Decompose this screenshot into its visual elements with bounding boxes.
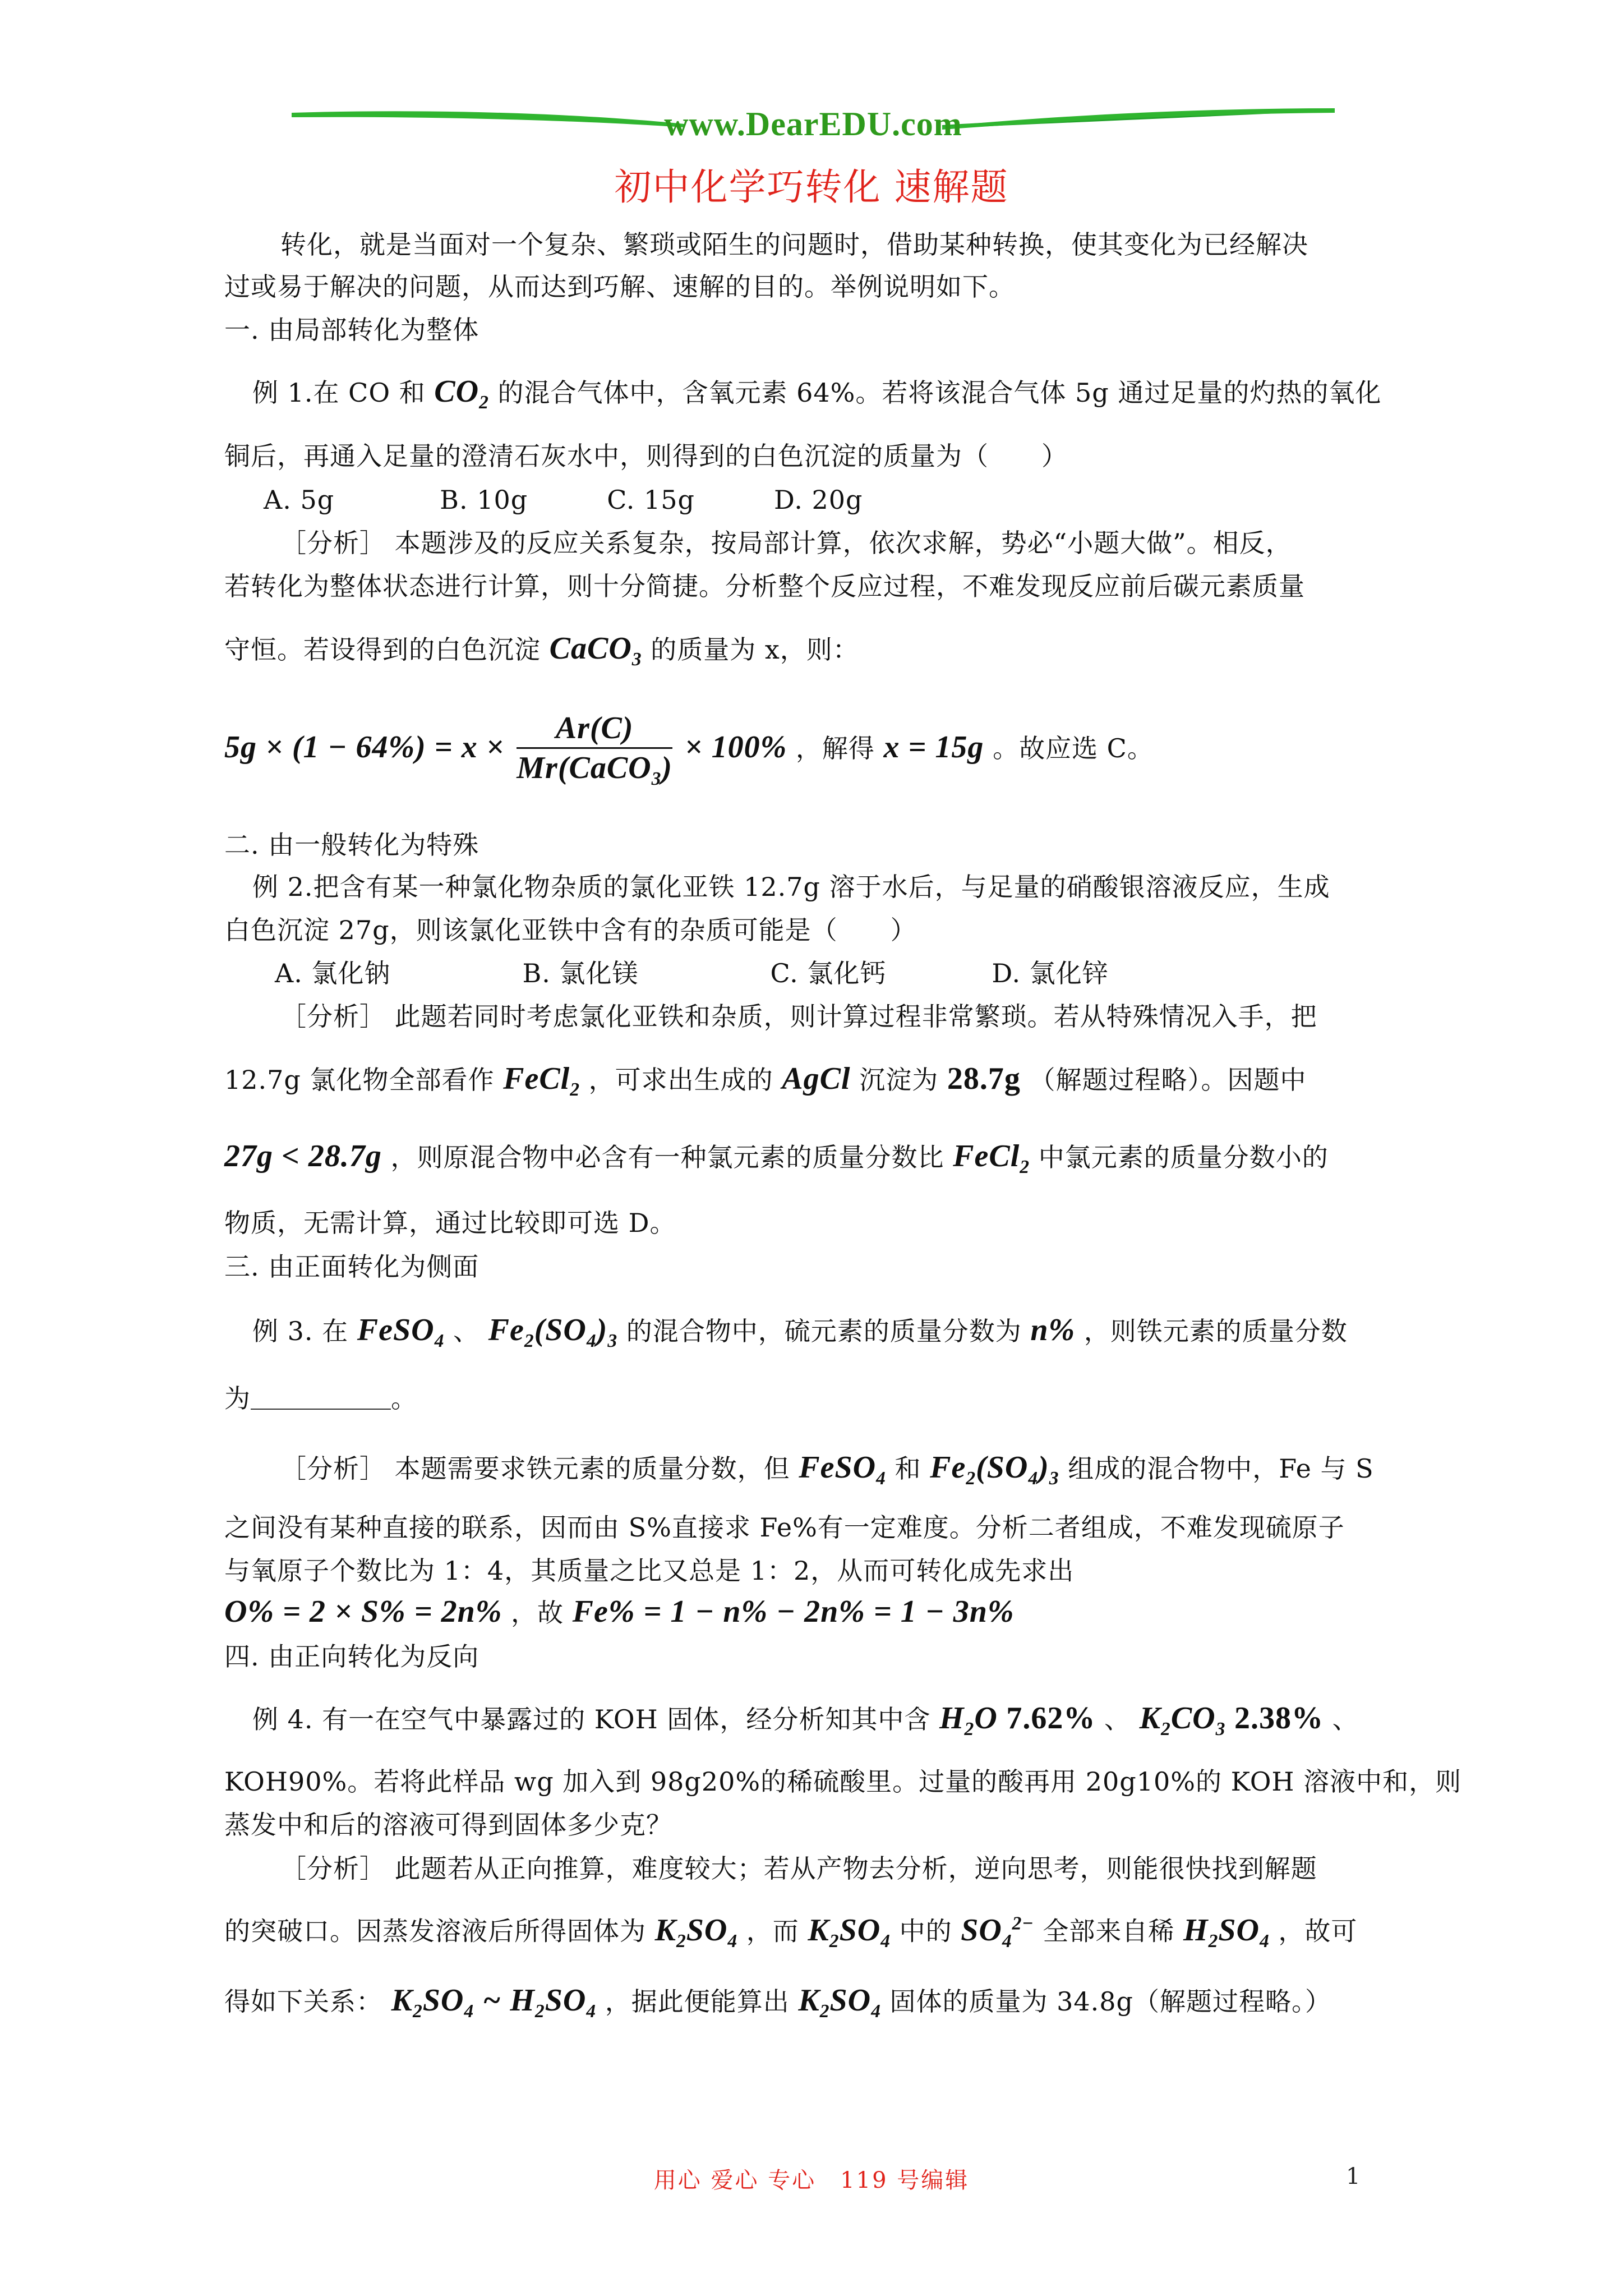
formula-fe2so43: $Fe_2(SO_4)_3$ — [930, 1450, 1059, 1489]
text: 守恒。若设得到的白色沉淀 — [224, 634, 541, 665]
analysis-1-line-2: 若转化为整体状态进行计算，则十分简捷。分析整个反应过程，不难发现反应前后碳元素质量 — [224, 571, 1305, 601]
document-title: 初中化学巧转化 速解题 — [614, 165, 1009, 209]
equation-left: 5g × (1 − 64%) = x × — [224, 729, 505, 765]
analysis-1-line-3 — [224, 633, 859, 669]
text: 全部来自稀 — [1043, 1916, 1175, 1947]
equation-iron: Fe% = 1 − n% − 2n% = 1 − 3n% — [572, 1594, 1015, 1629]
formula-co2: $CO_2$ — [434, 374, 489, 413]
text: ，故可 — [1278, 1916, 1358, 1947]
analysis-1-equation — [224, 712, 1154, 789]
value-k2co3-percent: 2.38% — [1234, 1701, 1324, 1736]
text: 。 — [391, 1383, 417, 1414]
inequality: 27g < 28.7g — [224, 1139, 382, 1174]
equation-oxygen: O% = 2 × S% = 2n% — [224, 1594, 502, 1629]
value-h2o-percent: 7.62% — [1006, 1701, 1096, 1736]
formula-fecl2: FeCl$_2$ — [503, 1061, 580, 1101]
analysis-2-line-3 — [224, 1140, 1329, 1177]
site-url: www.DearEDU.com — [664, 105, 962, 142]
text: 和 — [895, 1453, 921, 1484]
example-4-line-2: KOH90%。若将此样品 wg 加入到 98g20%的稀硫酸里。过量的酸再用 20g10%的 KOH 溶液中和，则 — [224, 1766, 1462, 1797]
formula-k2so4: $K_2SO_4$ — [808, 1912, 891, 1952]
example-4-line-1 — [252, 1703, 1359, 1739]
example-3-line-1 — [252, 1314, 1348, 1351]
text: ，故 — [511, 1598, 564, 1628]
text: 组成的混合物中，Fe 与 S — [1068, 1453, 1374, 1484]
text: Mr(CaCO — [517, 751, 652, 785]
example-1-line-1 — [252, 376, 1381, 412]
formula-k2so4: $K_2SO_4$ — [391, 1983, 474, 2022]
example-3-line-2 — [224, 1383, 417, 1414]
equation-right: × 100% — [684, 729, 787, 765]
analysis-2-line-2 — [224, 1063, 1306, 1099]
example-2-options: A. 氯化钠 B. 氯化镁 C. 氯化钙 D. 氯化锌 — [275, 958, 1109, 988]
text: ［分析］ 本题需要求铁元素的质量分数，但 — [280, 1453, 790, 1484]
intro-line-2: 过或易于解决的问题，从而达到巧解、速解的目的。举例说明如下。 — [224, 272, 1015, 302]
relation-symbol: ~ — [482, 1983, 501, 2018]
analysis-4-line-2 — [224, 1914, 1357, 1950]
equation-solution: x = 15g — [883, 729, 984, 765]
formula-k2so4: $K_2SO_4$ — [798, 1983, 881, 2022]
text: 、 — [453, 1316, 479, 1346]
text: 的突破口。因蒸发溶液后所得固体为 — [224, 1916, 646, 1947]
formula-h2o: $H_2O$ — [939, 1701, 998, 1740]
analysis-4-line-3 — [224, 1985, 1331, 2021]
formula-fecl2: FeCl$_2$ — [953, 1139, 1030, 1178]
analysis-4-line-1: ［分析］ 此题若从正向推算，难度较大；若从产物去分析，逆向思考，则能很快找到解题 — [280, 1853, 1317, 1884]
formula-caco3: CaCO$_3$ — [549, 631, 642, 670]
analysis-2-line-1: ［分析］ 此题若同时考虑氯化亚铁和杂质，则计算过程非常繁琐。若从特殊情况入手，把 — [280, 1001, 1317, 1032]
text: 中氯元素的质量分数小的 — [1038, 1142, 1329, 1172]
text: 、 — [1332, 1704, 1359, 1734]
footer-text: 用心 爱心 专心 119 号编辑 — [653, 2168, 970, 2193]
text: ，据此便能算出 — [605, 1986, 790, 2017]
section-heading-2: 二. 由一般转化为特殊 — [224, 830, 479, 860]
text: 的混合物中，硫元素的质量分数为 — [626, 1316, 1022, 1346]
text: 。故应选 C。 — [993, 733, 1154, 763]
analysis-3-line-3: 与氧原子个数比为 1：4，其质量之比又总是 1：2，从而可转化成先求出 — [224, 1556, 1075, 1586]
formula-h2so4: $H_2SO_4$ — [1183, 1912, 1270, 1952]
analysis-1-line-1: ［分析］ 本题涉及的反应关系复杂，按局部计算，依次求解，势必“小题大做”。相反， — [280, 528, 1292, 558]
text: 得如下关系： — [224, 1986, 382, 2017]
formula-agcl: AgCl — [782, 1061, 851, 1096]
text: ，可求出生成的 — [588, 1065, 773, 1095]
formula-feso4: FeSO$_4$ — [799, 1450, 886, 1489]
formula-fe2so43: $Fe_2(SO_4)_3$ — [488, 1313, 618, 1352]
text: 例 1.在 CO 和 — [252, 378, 426, 408]
text: 沉淀为 — [859, 1065, 939, 1095]
text: 中的 — [899, 1916, 952, 1947]
text: （解题过程略）。因题中 — [1029, 1065, 1307, 1095]
site-banner — [292, 98, 1335, 149]
example-4-line-3: 蒸发中和后的溶液可得到固体多少克？ — [224, 1810, 672, 1840]
intro-line-1: 转化，就是当面对一个复杂、繁琐或陌生的问题时，借助某种转换，使其变化为已经解决 — [280, 229, 1308, 260]
text: ，解得 — [795, 733, 875, 763]
analysis-3-equation — [224, 1596, 1015, 1627]
text: 例 4. 有一在空气中暴露过的 KOH 固体，经分析知其中含 — [252, 1704, 931, 1734]
text: 为 — [224, 1383, 251, 1414]
example-2-line-1: 例 2.把含有某一种氯化物杂质的氯化亚铁 12.7g 溶于水后，与足量的硝酸银溶液反应，生成 — [252, 872, 1330, 902]
text: ，则铁元素的质量分数 — [1083, 1316, 1348, 1346]
text: ，则原混合物中必含有一种氯元素的质量分数比 — [390, 1142, 944, 1172]
analysis-3-line-2: 之间没有某种直接的联系，因而由 S%直接求 Fe%有一定难度。分析二者组成，不难发现硫原子 — [224, 1512, 1345, 1543]
value-28-7g: 28.7g — [947, 1061, 1021, 1096]
analysis-3-line-1 — [280, 1452, 1374, 1488]
text: 固体的质量为 34.8g（解题过程略。） — [889, 1986, 1332, 2017]
equation-fraction — [517, 712, 672, 789]
example-1-line-2: 铜后，再通入足量的澄清石灰水中，则得到的白色沉淀的质量为（ ） — [224, 441, 1068, 471]
page-number: 1 — [1346, 2164, 1361, 2189]
fraction-numerator: Ar(C) — [517, 712, 672, 749]
fraction-denominator: Mr(CaCO$_3$) — [517, 751, 673, 790]
analysis-2-line-4: 物质，无需计算，通过比较即可选 D。 — [224, 1208, 676, 1238]
formula-sulfate-ion: $SO_4^{2-}$ — [961, 1912, 1034, 1952]
text: 12.7g 氯化物全部看作 — [224, 1065, 495, 1095]
text: ，而 — [746, 1916, 799, 1947]
text: 的混合气体中，含氧元素 64%。若将该混合气体 5g 通过足量的灼热的氧化 — [497, 378, 1382, 408]
text: 的质量为 x，则： — [651, 634, 859, 665]
value-n-percent: n% — [1030, 1313, 1076, 1347]
formula-k2so4: $K_2SO_4$ — [654, 1912, 738, 1952]
section-heading-3: 三. 由正面转化为侧面 — [224, 1251, 479, 1282]
section-heading-1: 一. 由局部转化为整体 — [224, 315, 479, 345]
formula-k2co3: $K_2CO_3$ — [1139, 1701, 1226, 1740]
text: 、 — [1104, 1704, 1131, 1734]
example-1-options: A. 5g B. 10g C. 15g D. 20g — [264, 485, 863, 515]
example-2-line-2: 白色沉淀 27g，则该氯化亚铁中含有的杂质可能是（ ） — [224, 915, 917, 945]
section-heading-4: 四. 由正向转化为反向 — [224, 1641, 479, 1672]
formula-feso4: FeSO$_4$ — [357, 1313, 445, 1352]
formula-h2so4: $H_2SO_4$ — [510, 1983, 597, 2022]
answer-blank — [251, 1386, 391, 1410]
text: 例 3. 在 — [252, 1316, 349, 1346]
